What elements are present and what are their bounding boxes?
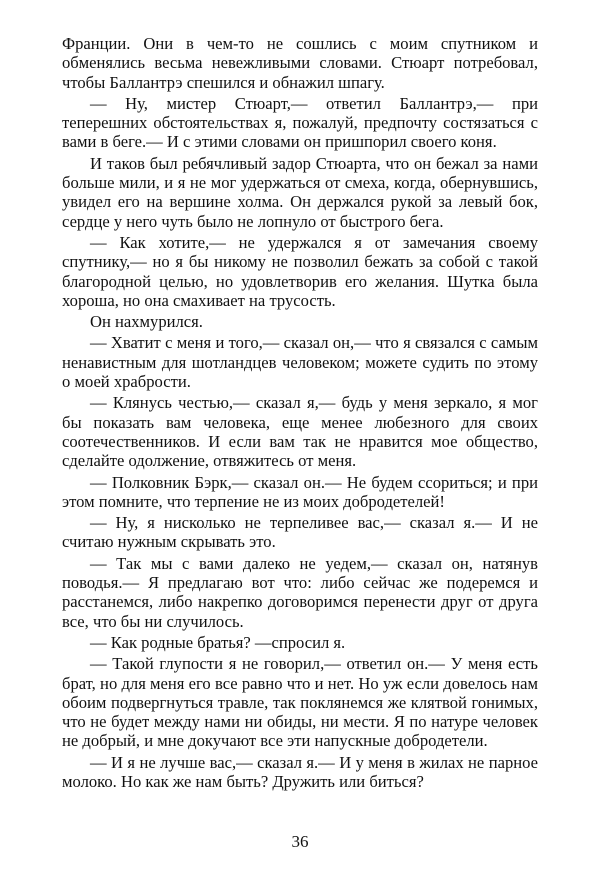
paragraph-13: — И я не лучше вас,— сказал я.— И у меня в жилах не парное молоко. Но как же нам быть? Дружить или биться? [62, 752, 538, 791]
paragraph-3: И таков был ребячливый задор Стюарта, что он бежал за нами больше мили, и я не мог удержаться от смеха, когда, обернувшись, увидел его на вершине холма. Он держался рукой за левый бок, сердце у него чуть было не лопнуло от быстрого бега. [62, 153, 538, 231]
paragraph-8: — Полковник Бэрк,— сказал он.— Не будем ссориться; и при этом помните, что терпение не из моих добродетелей! [62, 472, 538, 511]
paragraph-12: — Такой глупости я не говорил,— ответил он.— У меня есть брат, но для меня его все равно что и нет. Но уж если довелось нам обоим подвергнуться травле, так поклянемся же клятвой гонимых, что не будет между нами ни обиды, ни мести. Я по натуре человек не добрый, и мне докучают все эти напускные добродетели. [62, 654, 538, 751]
paragraph-10: — Так мы с вами далеко не уедем,— сказал он, натянув поводья.— Я предлагаю вот что: либо сейчас же подеремся и расстанемся, либо накрепко договоримся перенести друг от друга все, что бы ни случилось. [62, 553, 538, 631]
paragraph-9: — Ну, я нисколько не терпеливее вас,— сказал я.— И не считаю нужным скрывать это. [62, 513, 538, 552]
paragraph-2: — Ну, мистер Стюарт,— ответил Баллантрэ,— при теперешних обстоятельствах я, пожалуй, предпочту состязаться с вами в беге.— И с этими словами он пришпорил своего коня. [62, 93, 538, 152]
page-number: 36 [291, 832, 309, 851]
paragraph-11: — Как родные братья? —спросил я. [90, 632, 346, 652]
paragraph-7: — Клянусь честью,— сказал я,— будь у меня зеркало, я мог бы показать вам человека, еще менее любезного для своих соотечественников. И если вам так не нравится мое общество, сделайте одолжение, отвяжитесь от меня. [62, 393, 538, 471]
paragraph-1: Франции. Они в чем-то не сошлись с моим спутником и обменялись весьма невежливыми словами. Стюарт потребовал, чтобы Баллантрэ спешился и обнажил шпагу. [62, 34, 538, 92]
paragraph-4: — Как хотите,— не удержался я от замечания своему спутнику,— но я бы никому не позволил бежать за собой с такой благородной целью, но удовлетворив его желания. Шутка была хороша, но она смахивает на трусость. [62, 232, 538, 310]
body-text [62, 34, 538, 791]
paragraph-5: Он нахмурился. [90, 312, 203, 332]
paragraph-6: — Хватит с меня и того,— сказал он,— что я связался с самым ненавистным для шотландцев человеком; можете судить по этому о моей храбрости. [62, 333, 538, 392]
